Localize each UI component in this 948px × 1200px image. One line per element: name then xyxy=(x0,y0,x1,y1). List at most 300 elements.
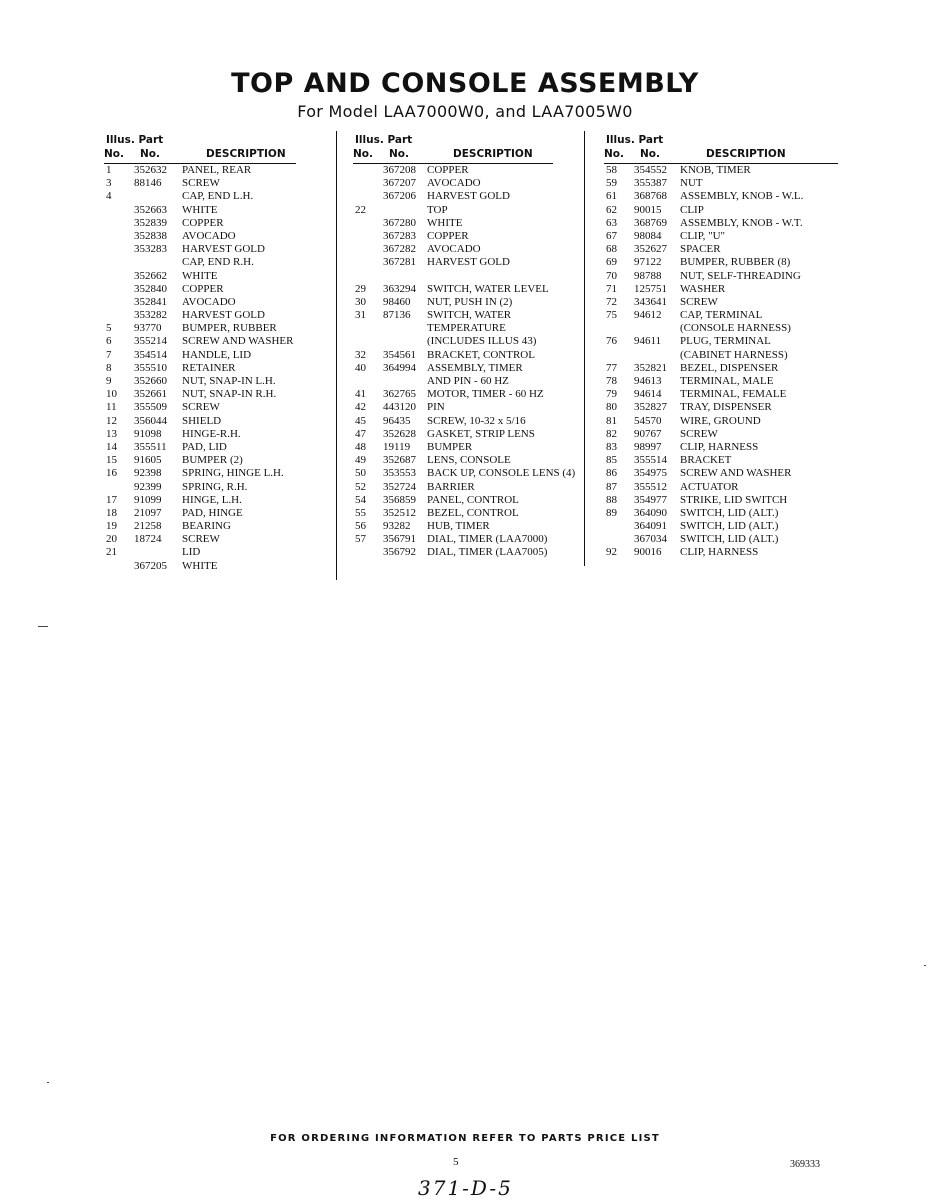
part-number: 94611 xyxy=(634,335,662,348)
table-row xyxy=(104,481,296,494)
table-row xyxy=(604,309,838,322)
part-description: SWITCH, WATER xyxy=(427,309,512,322)
part-description: HARVEST GOLD xyxy=(427,190,510,203)
part-description: CAP, TERMINAL xyxy=(680,309,763,322)
part-description: RETAINER xyxy=(182,361,236,374)
part-number: 97122 xyxy=(634,256,662,269)
illus-number: 10 xyxy=(106,388,117,401)
illus-number: 72 xyxy=(606,295,617,308)
part-description: BEARING xyxy=(182,520,231,533)
part-description: NUT, SNAP-IN L.H. xyxy=(182,375,276,387)
part-number: 19119 xyxy=(383,440,411,453)
part-description: GASKET, STRIP LENS xyxy=(427,427,535,440)
part-description: TEMPERATURE xyxy=(427,322,506,335)
table-row xyxy=(353,217,553,230)
column-header xyxy=(353,134,553,164)
part-number: 98788 xyxy=(634,269,662,282)
part-description: SWITCH, LID (ALT.) xyxy=(680,506,779,519)
table-row xyxy=(104,177,296,190)
table-row xyxy=(353,441,553,454)
part-description: WHITE xyxy=(427,216,463,229)
table-row xyxy=(104,560,296,573)
table-row xyxy=(353,190,553,203)
part-description: TERMINAL, FEMALE xyxy=(680,388,787,401)
illus-number: 49 xyxy=(355,454,366,467)
table-row xyxy=(353,375,553,388)
part-description: TRAY, DISPENSER xyxy=(680,401,772,414)
part-description: HUB, TIMER xyxy=(427,520,490,533)
illus-number: 4 xyxy=(106,190,112,203)
part-number: 98084 xyxy=(634,229,662,242)
part-description: PANEL, CONTROL xyxy=(427,493,519,506)
part-description: CLIP, HARNESS xyxy=(680,440,759,453)
scan-speck xyxy=(38,626,48,627)
table-row xyxy=(604,164,838,177)
table-row xyxy=(104,494,296,507)
part-description: LENS, CONSOLE xyxy=(427,454,511,467)
illus-number: 67 xyxy=(606,229,617,242)
part-description: HARVEST GOLD xyxy=(182,243,265,256)
part-number: 355509 xyxy=(134,401,167,414)
table-row xyxy=(604,546,838,559)
table-row xyxy=(353,243,553,256)
part-description: TOP xyxy=(427,203,448,216)
table-row xyxy=(353,428,553,441)
parts-column-3 xyxy=(604,134,838,560)
table-row xyxy=(604,375,838,388)
part-description: NUT xyxy=(680,177,703,190)
table-row xyxy=(104,454,296,467)
part-number: 355387 xyxy=(634,177,667,190)
illus-number: 29 xyxy=(355,282,366,295)
table-row xyxy=(604,335,838,348)
part-description: SCREW, 10-32 x 5/16 xyxy=(427,414,526,427)
part-description: BRACKET, CONTROL xyxy=(427,348,535,361)
ordering-info-footer: FOR ORDERING INFORMATION REFER TO PARTS PRICE LIST xyxy=(270,1133,660,1144)
illus-number: 31 xyxy=(355,309,366,322)
illus-number: 20 xyxy=(106,533,117,546)
table-row xyxy=(604,388,838,401)
part-description: PLUG, TERMINAL xyxy=(680,335,771,348)
part-number: 354975 xyxy=(634,467,667,480)
part-number: 355512 xyxy=(634,480,667,493)
table-row xyxy=(353,177,553,190)
illus-number: 40 xyxy=(355,361,366,374)
table-row xyxy=(353,401,553,414)
table-row xyxy=(104,546,296,559)
illus-number: 45 xyxy=(355,414,366,427)
part-number: 356859 xyxy=(383,493,416,506)
part-number: 90767 xyxy=(634,427,662,440)
illus-number: 47 xyxy=(355,427,366,440)
table-row xyxy=(604,494,838,507)
illus-no-label: No. xyxy=(104,148,124,160)
illus-number: 76 xyxy=(606,335,617,348)
part-number: 92399 xyxy=(134,480,162,493)
part-description: AVOCADO xyxy=(182,295,236,308)
part-no-label: No. xyxy=(640,148,660,160)
parts-list xyxy=(104,164,296,573)
table-row xyxy=(104,401,296,414)
part-number: 91098 xyxy=(134,427,162,440)
illus-part-label: Illus. Part xyxy=(106,134,164,146)
part-number: 364090 xyxy=(634,506,667,519)
part-description: DIAL, TIMER (LAA7000) xyxy=(427,533,548,546)
table-row xyxy=(353,388,553,401)
illus-number: 82 xyxy=(606,427,617,440)
part-description: STRIKE, LID SWITCH xyxy=(680,493,788,506)
part-description: NUT, PUSH IN (2) xyxy=(427,295,513,308)
table-row xyxy=(104,217,296,230)
part-number: 367281 xyxy=(383,256,416,269)
illus-number: 63 xyxy=(606,216,617,229)
part-description: AVOCADO xyxy=(427,177,481,190)
part-description: HINGE-R.H. xyxy=(182,427,241,440)
table-row xyxy=(353,164,553,177)
part-number: 90016 xyxy=(634,546,662,559)
table-row xyxy=(353,322,553,335)
illus-number: 89 xyxy=(606,506,617,519)
part-description: PIN xyxy=(427,401,445,414)
parts-column-2 xyxy=(353,134,576,560)
part-description: CAP, END L.H. xyxy=(182,190,254,203)
part-description: COPPER xyxy=(182,282,224,295)
part-description: SCREW xyxy=(182,401,220,414)
part-description: AVOCADO xyxy=(427,243,481,256)
illus-number: 68 xyxy=(606,243,617,256)
part-number: 352724 xyxy=(383,480,416,493)
column-header xyxy=(604,134,838,164)
part-description: BACK UP, CONSOLE LENS (4) xyxy=(427,467,576,480)
table-row xyxy=(104,256,296,269)
table-row xyxy=(604,322,838,335)
part-description: SCREW xyxy=(182,533,220,546)
part-number: 18724 xyxy=(134,533,162,546)
page-number: 5 xyxy=(453,1156,459,1168)
table-row xyxy=(604,454,838,467)
part-number: 96435 xyxy=(383,414,411,427)
part-number: 352827 xyxy=(634,401,667,414)
part-number: 355510 xyxy=(134,361,167,374)
part-description: CLIP, "U" xyxy=(680,229,726,242)
illus-number: 55 xyxy=(355,506,366,519)
part-number: 21258 xyxy=(134,520,162,533)
illus-number: 19 xyxy=(106,520,117,533)
table-row xyxy=(104,270,296,283)
illus-number: 83 xyxy=(606,440,617,453)
illus-number: 32 xyxy=(355,348,366,361)
illus-number: 58 xyxy=(606,164,617,176)
table-row xyxy=(604,296,838,309)
table-row xyxy=(353,494,553,507)
part-description: SCREW xyxy=(680,295,718,308)
illus-number: 8 xyxy=(106,361,112,374)
part-number: 352662 xyxy=(134,269,167,282)
illus-number: 59 xyxy=(606,177,617,190)
table-row xyxy=(604,520,838,533)
part-number: 352821 xyxy=(634,361,667,374)
part-description: DIAL, TIMER (LAA7005) xyxy=(427,546,548,559)
part-description: SPACER xyxy=(680,243,721,256)
part-number: 356044 xyxy=(134,414,167,427)
part-number: 354514 xyxy=(134,348,167,361)
table-row xyxy=(604,349,838,362)
part-description: TERMINAL, MALE xyxy=(680,375,774,387)
part-number: 368769 xyxy=(634,216,667,229)
illus-number: 12 xyxy=(106,414,117,427)
part-number: 356792 xyxy=(383,546,416,559)
part-description: AVOCADO xyxy=(182,229,236,242)
table-row xyxy=(353,296,553,309)
illus-number: 78 xyxy=(606,375,617,387)
part-description: BUMPER xyxy=(427,440,473,453)
table-row xyxy=(353,507,553,520)
illus-number: 54 xyxy=(355,493,366,506)
part-description: SWITCH, LID (ALT.) xyxy=(680,520,779,533)
illus-number: 7 xyxy=(106,348,112,361)
illus-number: 22 xyxy=(355,203,366,216)
table-row xyxy=(353,270,553,283)
part-description: BARRIER xyxy=(427,480,475,493)
part-description: MOTOR, TIMER - 60 HZ xyxy=(427,388,544,401)
illus-number: 18 xyxy=(106,506,117,519)
part-description: PANEL, REAR xyxy=(182,164,252,176)
illus-number: 5 xyxy=(106,322,112,335)
table-row xyxy=(104,507,296,520)
part-description: LID xyxy=(182,546,201,559)
part-number: 125751 xyxy=(634,282,667,295)
illus-number: 52 xyxy=(355,480,366,493)
illus-number: 75 xyxy=(606,309,617,322)
illus-number: 9 xyxy=(106,375,112,387)
part-description: SCREW xyxy=(182,177,220,190)
table-row xyxy=(604,467,838,480)
part-description: KNOB, TIMER xyxy=(680,164,751,176)
table-row xyxy=(604,362,838,375)
part-number: 367034 xyxy=(634,533,667,546)
illus-number: 6 xyxy=(106,335,112,348)
part-number: 443120 xyxy=(383,401,416,414)
part-description: HANDLE, LID xyxy=(182,348,252,361)
column-divider xyxy=(584,131,585,566)
description-label: DESCRIPTION xyxy=(706,148,786,160)
part-number: 364994 xyxy=(383,361,416,374)
table-row xyxy=(104,243,296,256)
table-row xyxy=(604,217,838,230)
illus-number: 11 xyxy=(106,401,117,414)
part-number: 93770 xyxy=(134,322,162,335)
part-description: SWITCH, LID (ALT.) xyxy=(680,533,779,546)
part-number: 88146 xyxy=(134,177,162,190)
table-row xyxy=(604,401,838,414)
part-number: 352840 xyxy=(134,282,167,295)
part-description: SCREW xyxy=(680,427,718,440)
illus-number: 69 xyxy=(606,256,617,269)
part-description: CLIP xyxy=(680,203,704,216)
table-row xyxy=(604,283,838,296)
table-row xyxy=(604,481,838,494)
table-row xyxy=(104,441,296,454)
description-label: DESCRIPTION xyxy=(453,148,533,160)
part-description: AND PIN - 60 HZ xyxy=(427,375,509,387)
table-row xyxy=(353,204,553,217)
table-row xyxy=(353,349,553,362)
part-description: COPPER xyxy=(427,229,469,242)
illus-number: 30 xyxy=(355,295,366,308)
part-description: HARVEST GOLD xyxy=(427,256,510,269)
illus-number: 70 xyxy=(606,269,617,282)
part-description: HARVEST GOLD xyxy=(182,309,265,322)
part-description: BUMPER, RUBBER (8) xyxy=(680,256,791,269)
table-row xyxy=(604,507,838,520)
table-row xyxy=(104,322,296,335)
part-number: 98997 xyxy=(634,440,662,453)
part-number: 352839 xyxy=(134,216,167,229)
illus-number: 50 xyxy=(355,467,366,480)
part-number: 98460 xyxy=(383,295,411,308)
table-row xyxy=(353,335,553,348)
illus-number: 16 xyxy=(106,467,117,480)
part-description: WIRE, GROUND xyxy=(680,414,761,427)
table-row xyxy=(353,467,576,480)
illus-no-label: No. xyxy=(353,148,373,160)
part-number: 353283 xyxy=(134,243,167,256)
table-row xyxy=(104,190,296,203)
table-row xyxy=(604,270,838,283)
part-number: 93282 xyxy=(383,520,411,533)
illus-number: 21 xyxy=(106,546,117,559)
table-row xyxy=(104,349,296,362)
table-row xyxy=(104,230,296,243)
part-description: WHITE xyxy=(182,203,218,216)
part-description: WHITE xyxy=(182,269,218,282)
table-row xyxy=(604,441,838,454)
part-number: 368768 xyxy=(634,190,667,203)
part-number: 363294 xyxy=(383,282,416,295)
part-number: 343641 xyxy=(634,295,667,308)
part-description: PAD, HINGE xyxy=(182,506,243,519)
handwritten-note: 371-D-5 xyxy=(418,1176,513,1200)
part-number: 352512 xyxy=(383,506,416,519)
part-number: 367205 xyxy=(134,559,167,572)
illus-number: 61 xyxy=(606,190,617,203)
table-row xyxy=(353,230,553,243)
illus-number: 77 xyxy=(606,361,617,374)
part-number: 352841 xyxy=(134,295,167,308)
table-row xyxy=(104,428,296,441)
part-description: COPPER xyxy=(182,216,224,229)
illus-number: 92 xyxy=(606,546,617,559)
part-no-label: No. xyxy=(140,148,160,160)
illus-number: 42 xyxy=(355,401,366,414)
part-number: 94612 xyxy=(634,309,662,322)
table-row xyxy=(604,533,838,546)
table-row xyxy=(104,415,296,428)
table-row xyxy=(604,190,838,203)
illus-number: 14 xyxy=(106,440,117,453)
part-description: BUMPER (2) xyxy=(182,454,243,467)
part-number: 354561 xyxy=(383,348,416,361)
part-description: BUMPER, RUBBER xyxy=(182,322,277,335)
part-number: 364091 xyxy=(634,520,667,533)
part-number: 352838 xyxy=(134,229,167,242)
table-row xyxy=(353,454,553,467)
illus-part-label: Illus. Part xyxy=(606,134,664,146)
table-row xyxy=(104,296,296,309)
part-description: SHIELD xyxy=(182,414,222,427)
table-row xyxy=(353,283,553,296)
illus-number: 1 xyxy=(106,164,112,176)
illus-number: 48 xyxy=(355,440,366,453)
illus-number: 85 xyxy=(606,454,617,467)
part-number: 352660 xyxy=(134,375,167,387)
illus-number: 62 xyxy=(606,203,617,216)
part-number: 353282 xyxy=(134,309,167,322)
part-number: 367207 xyxy=(383,177,416,190)
table-row xyxy=(353,415,553,428)
part-number: 352632 xyxy=(134,164,167,176)
table-row xyxy=(604,415,838,428)
part-number: 354552 xyxy=(634,164,667,176)
part-number: 54570 xyxy=(634,414,662,427)
illus-number: 15 xyxy=(106,454,117,467)
part-description: SCREW AND WASHER xyxy=(182,335,294,348)
part-number: 92398 xyxy=(134,467,162,480)
part-description: NUT, SELF-THREADING xyxy=(680,269,801,282)
illus-number: 81 xyxy=(606,414,617,427)
illus-number: 71 xyxy=(606,282,617,295)
part-number: 90015 xyxy=(634,203,662,216)
table-row xyxy=(604,204,838,217)
part-number: 94613 xyxy=(634,375,662,387)
part-description: SPRING, HINGE L.H. xyxy=(182,467,284,480)
part-number: 352628 xyxy=(383,427,416,440)
parts-column-1 xyxy=(104,134,296,573)
part-number: 367280 xyxy=(383,216,416,229)
table-row xyxy=(604,243,838,256)
part-description: CLIP, HARNESS xyxy=(680,546,759,559)
part-number: 355214 xyxy=(134,335,167,348)
part-description: BEZEL, DISPENSER xyxy=(680,361,779,374)
part-description: SCREW AND WASHER xyxy=(680,467,792,480)
page-title: TOP AND CONSOLE ASSEMBLY xyxy=(231,68,699,99)
column-divider xyxy=(336,131,337,580)
table-row xyxy=(353,546,553,559)
part-number: 352661 xyxy=(134,388,167,401)
part-number: 354977 xyxy=(634,493,667,506)
part-number: 352627 xyxy=(634,243,667,256)
illus-number: 13 xyxy=(106,427,117,440)
table-row xyxy=(604,177,838,190)
table-row xyxy=(353,533,553,546)
part-description: ASSEMBLY, TIMER xyxy=(427,361,523,374)
part-number: 94614 xyxy=(634,388,662,401)
table-row xyxy=(104,204,296,217)
illus-no-label: No. xyxy=(604,148,624,160)
table-row xyxy=(104,309,296,322)
table-row xyxy=(604,230,838,243)
illus-number: 80 xyxy=(606,401,617,414)
part-number: 362765 xyxy=(383,388,416,401)
part-no-label: No. xyxy=(389,148,409,160)
part-number: 21097 xyxy=(134,506,162,519)
part-number: 355511 xyxy=(134,440,167,453)
part-number: 367283 xyxy=(383,229,416,242)
table-row xyxy=(104,362,296,375)
part-number: 87136 xyxy=(383,309,411,322)
part-number: 352663 xyxy=(134,203,167,216)
part-number: 356791 xyxy=(383,533,416,546)
